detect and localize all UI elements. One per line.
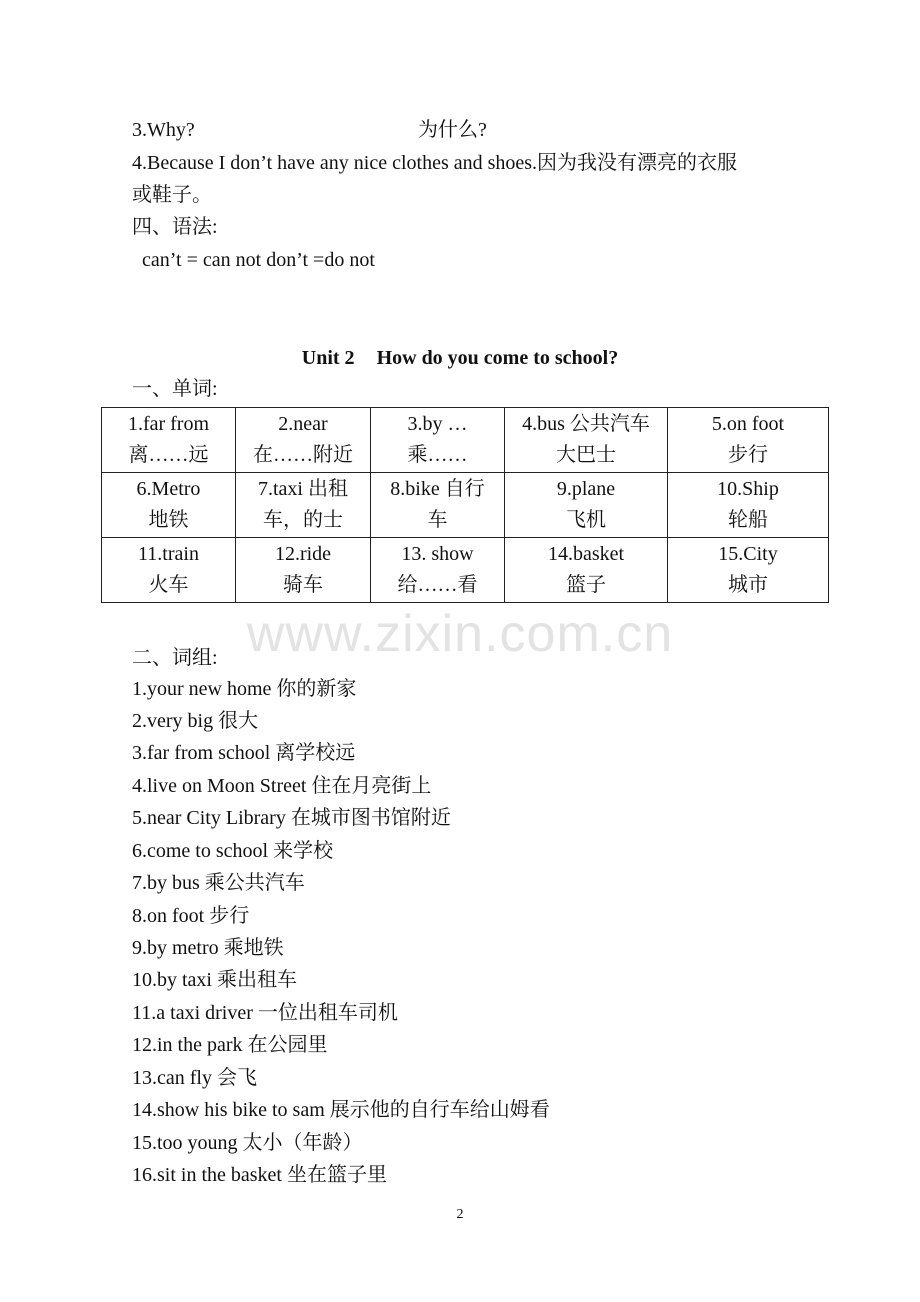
word-cell: [505, 408, 668, 473]
word-cn: 篮子: [566, 574, 606, 596]
word-cell: [505, 538, 668, 603]
word-en: 6.Metro: [136, 478, 201, 500]
word-cn: 飞机: [566, 509, 606, 531]
word-cell: [668, 408, 829, 473]
word-cell: [102, 408, 236, 473]
word-cn: 轮船: [728, 509, 768, 531]
word-cn: 离……远: [128, 444, 209, 466]
word-cell: [236, 538, 371, 603]
list-item: 7.by bus 乘公共汽车: [132, 872, 305, 894]
word-cn: 车: [427, 509, 448, 531]
word-cn: 车，的士: [263, 509, 343, 531]
grammar-heading: 四、语法:: [132, 216, 218, 238]
list-item: 10.by taxi 乘出租车: [132, 969, 297, 991]
word-cn: 在……附近: [253, 444, 353, 466]
word-cell: [371, 473, 505, 538]
list-item: 3.far from school 离学校远: [132, 742, 356, 764]
word-en: 11.train: [138, 543, 199, 565]
word-cn: 骑车: [283, 574, 323, 596]
word-en: 4.bus 公共汽车: [522, 413, 650, 435]
list-item: 15.too young 太小（年龄）: [132, 1132, 363, 1154]
phrases-heading: 二、词组:: [132, 647, 218, 669]
list-item: 13.can fly 会飞: [132, 1067, 257, 1089]
word-cn: 乘……: [407, 444, 468, 466]
list-item: 14.show his bike to sam 展示他的自行车给山姆看: [132, 1099, 550, 1121]
list-item: 16.sit in the basket 坐在篮子里: [132, 1164, 387, 1186]
word-cn: 大巴士: [556, 444, 616, 466]
list-item: 6.come to school 来学校: [132, 840, 334, 862]
unit-number: Unit 2: [301, 347, 355, 369]
word-en: 12.ride: [274, 543, 332, 565]
unit-name: How do you come to school?: [376, 347, 619, 369]
word-cn: 城市: [728, 574, 768, 596]
word-en: 13. show: [401, 543, 474, 565]
word-en: 1.far from: [127, 413, 210, 435]
word-cell: [505, 473, 668, 538]
question-3: [132, 114, 487, 146]
list-item: 9.by metro 乘地铁: [132, 937, 284, 959]
page-number: 2: [456, 1207, 464, 1222]
word-cell: [236, 408, 371, 473]
word-cn: 地铁: [148, 509, 189, 531]
word-en: 2.near: [278, 413, 328, 435]
word-en: 7.taxi 出租: [258, 478, 348, 500]
list-item: 12.in the park 在公园里: [132, 1034, 328, 1056]
watermark: www.zixin.com.cn: [246, 605, 674, 663]
question-3-en: 3.Why?: [132, 119, 195, 141]
word-en: 15.City: [718, 543, 778, 565]
table-row: [102, 538, 829, 603]
word-cell: [371, 408, 505, 473]
word-en: 9.plane: [556, 478, 616, 500]
word-cell: [371, 538, 505, 603]
question-3-cn: 为什么?: [418, 119, 487, 141]
word-cell: [102, 538, 236, 603]
vocabulary-table: [101, 407, 829, 603]
word-cn: 给……看: [397, 574, 478, 596]
list-item: 4.live on Moon Street 住在月亮街上: [132, 775, 432, 797]
unit-title: [0, 342, 920, 374]
words-heading: 一、单词:: [132, 378, 218, 400]
list-item: 1.your new home 你的新家: [132, 678, 357, 700]
list-item: 2.very big 很大: [132, 710, 259, 732]
table-row: [102, 408, 829, 473]
word-cn: 火车: [148, 574, 189, 596]
list-item: 8.on foot 步行: [132, 905, 250, 927]
word-en: 5.on foot: [711, 413, 785, 435]
word-cell: [668, 538, 829, 603]
word-cn: 步行: [728, 444, 768, 466]
word-en: 14.basket: [547, 543, 625, 565]
word-cell: [668, 473, 829, 538]
list-item: 11.a taxi driver 一位出租车司机: [132, 1002, 398, 1024]
word-cell: [236, 473, 371, 538]
list-item: 5.near City Library 在城市图书馆附近: [132, 807, 451, 829]
answer-4-line-1: 4.Because I don’t have any nice clothes and shoes.因为我没有漂亮的衣服: [132, 152, 738, 174]
word-en: 3.by …: [407, 413, 468, 435]
word-en: 8.bike 自行: [390, 478, 485, 500]
answer-4-line-2: 或鞋子。: [132, 184, 212, 206]
table-row: [102, 473, 829, 538]
word-cell: [102, 473, 236, 538]
word-en: 10.Ship: [717, 478, 779, 500]
grammar-text: can’t = can not don’t =do not: [142, 249, 375, 271]
